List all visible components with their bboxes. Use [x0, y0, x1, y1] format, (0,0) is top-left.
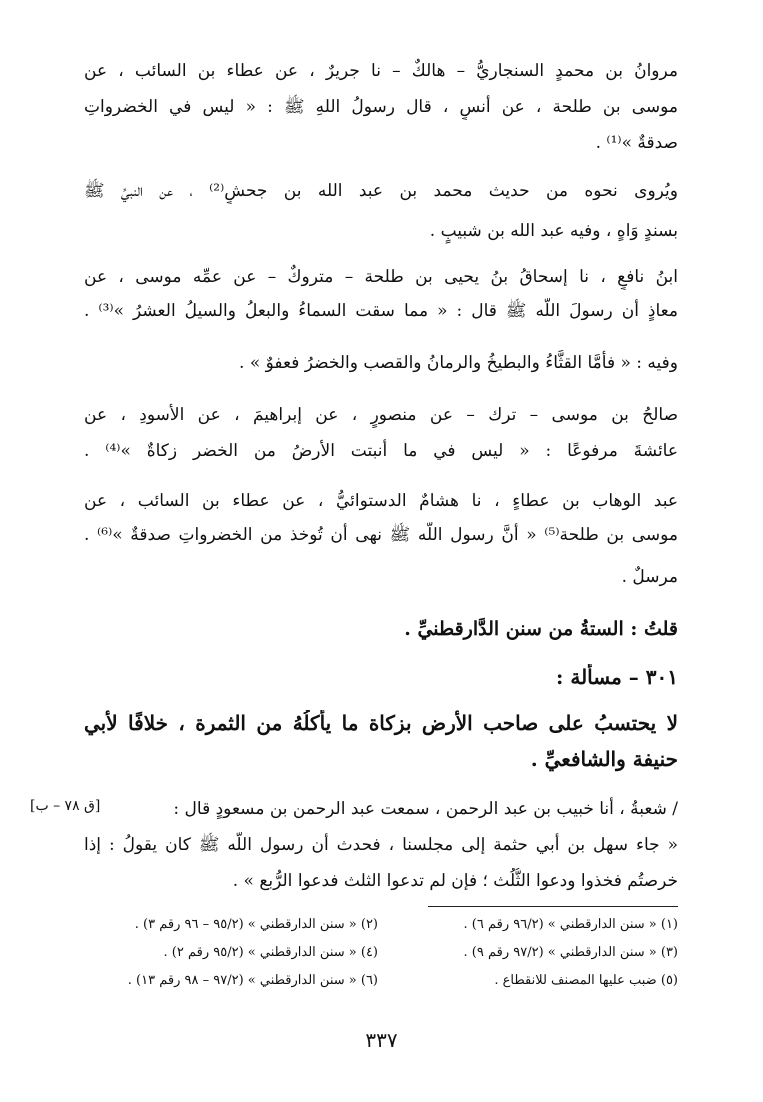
manuscript-folio-marker: [ق ٧٨ – ب]	[30, 798, 101, 814]
text-line: عبد الوهاب بن عطاءٍ ، نا هشامٌ الدستوائيُّ ، عن عطاء بن السائب ، عن	[84, 491, 678, 511]
footnote: (٢) « سنن الدارقطني » (٩٥/٢ – ٩٦ رقم ٣) .	[134, 917, 378, 932]
text-line: / شعبةُ ، أنا خبيب بن عبد الرحمن ، سمعت عبد الرحمن بن مسعودٍ قال :	[173, 799, 678, 819]
text-line: مرسلٌ .	[621, 567, 678, 587]
heading-line: ٣٠١ – مسألة :	[556, 665, 678, 689]
text-line: خرصتُم فخذوا ودعوا الثُّلُث ؛ فإن لم تدعوا الثلث فدعوا الرُّبع » .	[232, 871, 678, 891]
conclusion-line: قلتُ : الستةُ من سنن الدَّارقطنيِّ .	[404, 618, 678, 640]
text-line: « جاء سهل بن أبي حثمة إلى مجلسنا ، فحدث أن رسول اللّه ﷺ كان يقولُ : إذا	[84, 835, 678, 855]
text-line: عائشةَ مرفوعًا : « ليس في ما أنبتت الأرضُ من الخضر زكاةٌ »⁽⁴⁾ .	[84, 441, 678, 461]
text-line: معاذٍ أن رسولَ اللّه ﷺ قال : « مما سقت السماءُ والبعلُ والسيلُ العشرُ »⁽³⁾ .	[84, 301, 678, 321]
text-line: موسى بن طلحة⁽⁵⁾ « أنَّ رسول اللّه ﷺ نهى أن تُوخذ من الخضرواتِ صدقةٌ »⁽⁶⁾ .	[84, 525, 678, 545]
text-line: صدقةٌ »⁽¹⁾ .	[595, 133, 678, 153]
footnote: (٤) « سنن الدارقطني » (٩٥/٢ رقم ٢) .	[163, 945, 378, 960]
footnote-separator	[428, 906, 678, 907]
text-line: وفيه : « فأمَّا القثَّاءُ والبطيخُ والرمانُ والقصب والخضرُ فعفوٌ » .	[239, 353, 678, 373]
footnote: (٣) « سنن الدارقطني » (٩٧/٢ رقم ٩) .	[463, 945, 678, 960]
text-line: صالحُ بن موسى – ترك – عن منصورٍ ، عن إبراهيمَ ، عن الأسودِ ، عن	[84, 405, 678, 425]
text-line: ابنُ نافعٍ ، نا إسحاقُ بنُ يحيى بن طلحة – متروكٌ – عن عمِّه موسى ، عن	[84, 267, 678, 287]
statement-line: حنيفة والشافعيِّ .	[530, 747, 678, 771]
text-line: مروانُ بن محمدٍ السنجاريُّ – هالكٌ – نا جريرٌ ، عن عطاء بن السائب ، عن	[84, 61, 678, 81]
page-number: ٣٣٧	[365, 1028, 398, 1052]
text-line: بسندٍ وَاهٍ ، وفيه عبد الله بن شبيبٍ .	[429, 221, 678, 241]
footnote: (١) « سنن الدارقطني » (٩٦/٢ رقم ٦) .	[463, 917, 678, 932]
statement-line: لا يحتسبُ على صاحب الأرض بزكاة ما يأكلُهُ من الثمرة ، خلافًا لأبي	[84, 711, 678, 735]
footnote: (٥) ضبب عليها المصنف للانقطاع .	[494, 973, 678, 988]
text-line: موسى بن طلحة ، عن أنسٍ ، قال رسولُ اللهِ ﷺ : « ليس في الخضرواتِ	[84, 97, 678, 117]
text-line: ويُروى نحوه من حديث محمد بن عبد الله بن جحشٍ⁽²⁾ ، عن النبيِّ ﷺ	[84, 181, 678, 201]
footnote: (٦) « سنن الدارقطني » (٩٧/٢ – ٩٨ رقم ١٣) .	[127, 973, 378, 988]
